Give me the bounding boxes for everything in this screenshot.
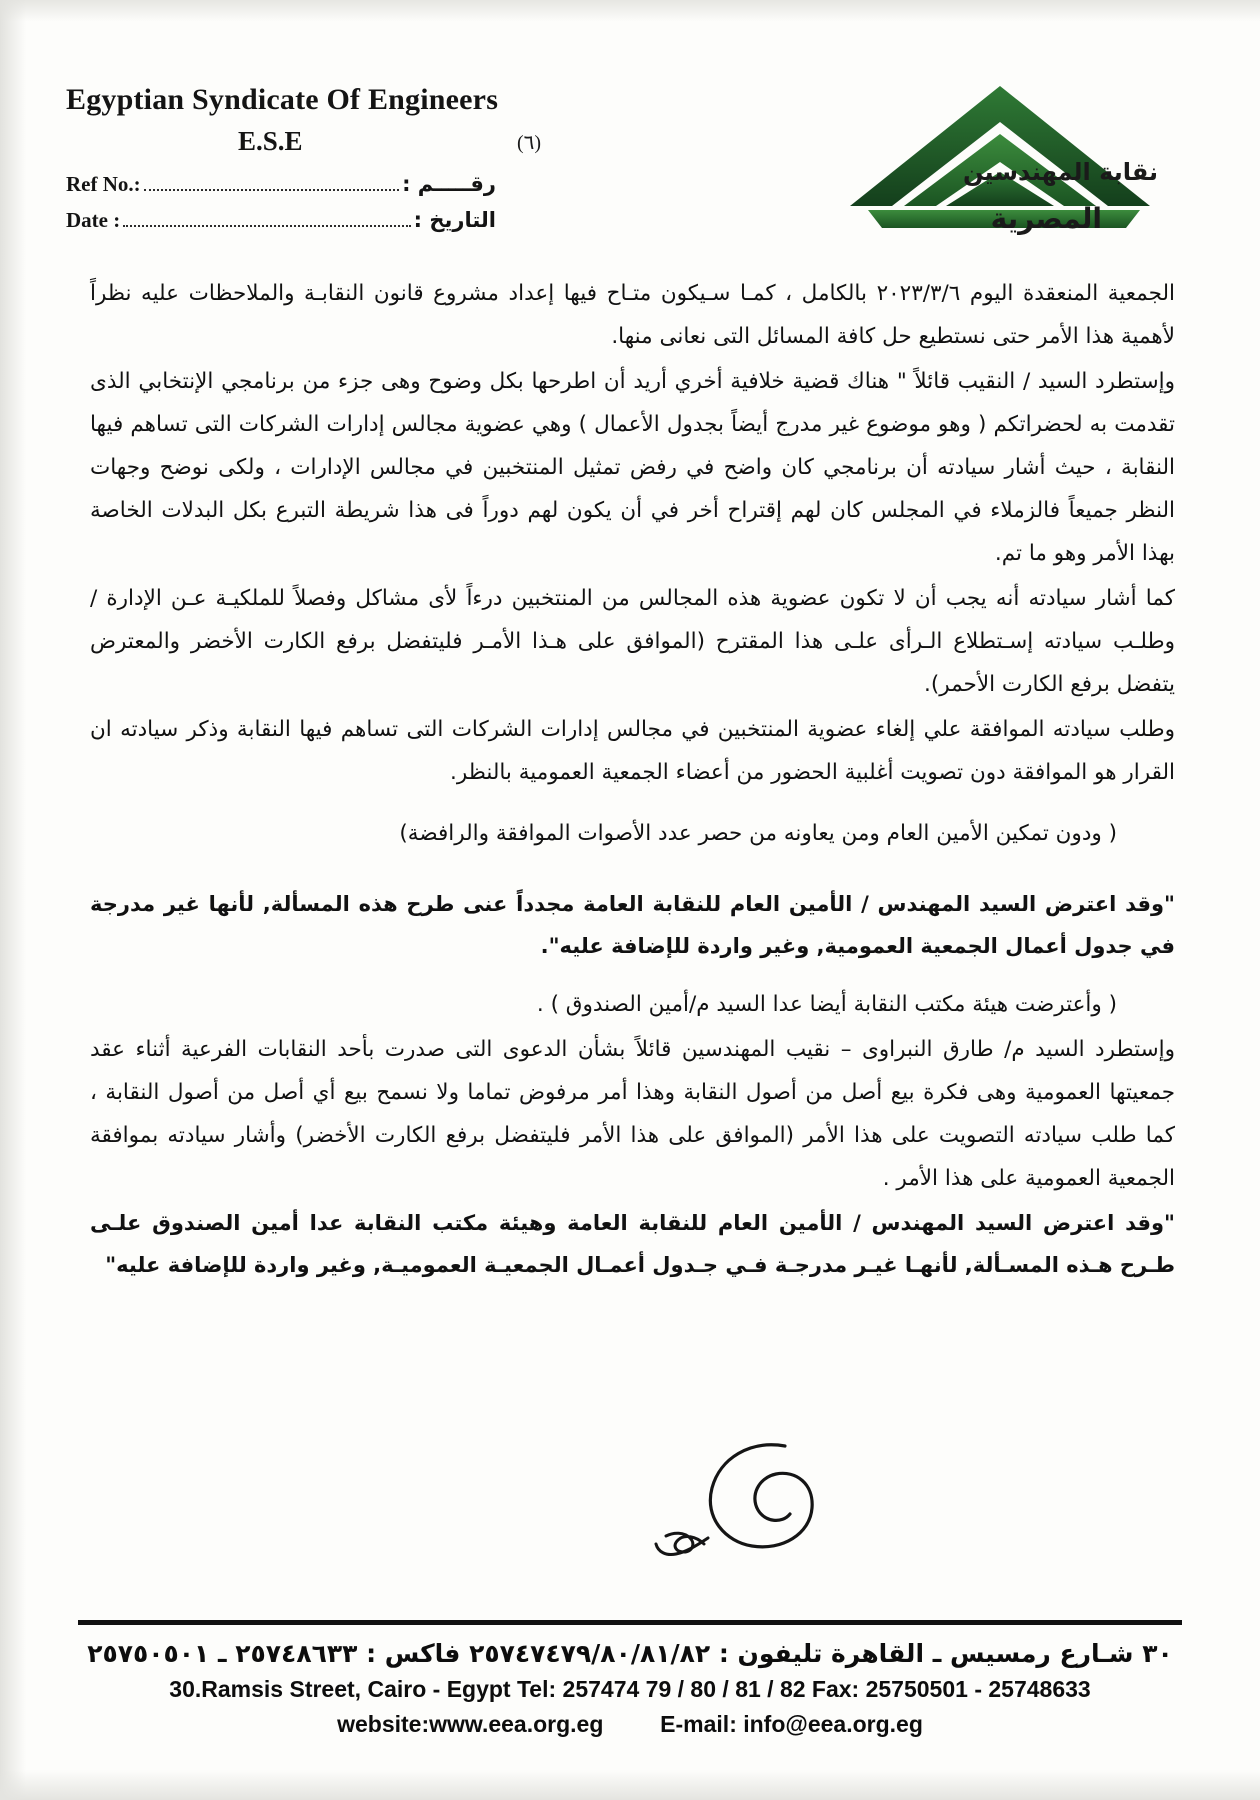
syndicate-logo xyxy=(840,78,1160,248)
date-dotted-line[interactable] xyxy=(123,224,410,227)
paragraph-8: وإستطرد السيد م/ طارق النبراوى – نقيب المهندسين قائلاً بشأن الدعوى التى صدرت بأحد النقابات الفرعية أثناء عقد جمعيتها العمومية وهى فكرة بيع أصل من أصول النقابة وهذا أمر مرفوض تماما ولا نسمح بيع أي أصل من أصول النقابة ، كما طلب سيادته التصويت على هذا الأمر (الموافق على هذا الأمر فليتفضل برفع الكارت الأخضر) وأشار سيادته بموافقة الجمعية العمومية على هذا الأمر . xyxy=(90,1037,1175,1191)
ref-no-field-row xyxy=(66,172,496,198)
date-label-english: Date : xyxy=(66,208,121,232)
spacer xyxy=(90,857,1175,883)
logo-text-top-arabic: نقابة المهندسين xyxy=(962,158,1158,186)
page-number-marker: (٦) xyxy=(517,132,542,154)
paragraph-4: وطلب سيادته الموافقة علي إلغاء عضوية المنتخبين في مجالس إدارات الشركات التى تساهم فيها النقابة وذكر سيادته ان القرار هو الموافقة دون تصويت أغلبية الحضور من أعضاء الجمعية العمومية بالنظر. xyxy=(90,717,1175,785)
logo-text-bottom-arabic: المصرية xyxy=(990,202,1102,235)
footer-website-link[interactable]: website:www.eea.org.eg xyxy=(337,1711,604,1737)
paragraph-9-bold-objection: "وقد اعترض السيد المهندس / الأمين العام للنقابة العامة وهيئة مكتب النقابة عدا أمين الصندوق علـى طـرح هـذه المسـألة, لأنهـا غيـر مدرجـة فـي جـدول أعمـال الجمعيـة العموميـة, وغير واردة للإضافة عليه" xyxy=(90,1211,1175,1277)
organization-abbreviation-english: E.S.E xyxy=(238,126,303,156)
signature-mark xyxy=(600,1440,840,1580)
document-body xyxy=(90,272,1175,1286)
organization-name-english: Egyptian Syndicate Of Engineers xyxy=(66,83,499,116)
letterhead xyxy=(0,0,1260,250)
ref-no-label-arabic: رقـــــم : xyxy=(402,172,496,196)
letterhead-footer xyxy=(78,1620,1182,1738)
footer-address-english: 30.Ramsis Street, Cairo - Egypt Tel: 257474 79 / 80 / 81 / 82 Fax: 25750501 - 25748633 xyxy=(169,1676,1091,1702)
footer-divider xyxy=(78,1620,1182,1625)
paragraph-6-bold-objection: "وقد اعترض السيد المهندس / الأمين العام للنقابة العامة مجدداً عنى طرح هذه المسألة, لأنها غير مدرجة في جدول أعمال الجمعية العمومية, وغير واردة للإضافة عليه". xyxy=(90,892,1175,958)
paragraph-5-parenthetical: ( ودون تمكين الأمين العام ومن يعاونه من حصر عدد الأصوات الموافقة والرافضة) xyxy=(399,821,1117,846)
footer-contact-links xyxy=(78,1711,1182,1738)
spacer xyxy=(90,967,1175,983)
date-field-row xyxy=(66,208,496,234)
scan-edge-bottom xyxy=(0,1770,1260,1800)
spacer xyxy=(90,796,1175,812)
ref-no-dotted-line[interactable] xyxy=(144,188,399,191)
ref-no-label-english: Ref No.: xyxy=(66,172,141,196)
signature-icon xyxy=(600,1440,840,1580)
paragraph-2: وإستطرد السيد / النقيب قائلاً " هناك قضية خلافية أخري أريد أن اطرحها بكل وضوح وهى جزء من برنامجي الإنتخابي الذى تقدمت به لحضراتكم ( وهو موضوع غير مدرج أيضاً بجدول الأعمال ) وهي عضوية مجالس إدارات الشركات التى تساهم فيها النقابة ، حيث أشار سيادته أن برنامجي كان واضح في رفض تمثيل المنتخبين في مجالس الإدارات ، ولكى نوضح وجهات النظر جميعاً فالزملاء في المجلس كان لهم إقتراح أخر في أن يكون لهم دوراً فى هذا شريطة التبرع بكل البدلات الخاصة بهذا الأمر وهو ما تم. xyxy=(90,369,1175,566)
paragraph-1: الجمعية المنعقدة اليوم ٢٠٢٣/٣/٦ بالكامل ، كمـا سـيكون متـاح فيها إعداد مشروع قانون النقابـة والملاحظات عليه نظراً لأهمية هذا الأمر حتى نستطيع حل كافة المسائل التى نعانى منها. xyxy=(90,281,1175,349)
paragraph-3: كما أشار سيادته أنه يجب أن لا تكون عضوية هذه المجالس من المنتخبين درءاً لأى مشاكل وفصلاً للملكيـة عـن الإدارة / وطلـب سيادته إسـتطلاع الـرأى علـى هذا المقترح (الموافق على هـذا الأمـر فليتفضل برفع الكارت الأخضر والمعترض يتفضل برفع الكارت الأحمر). xyxy=(90,586,1175,697)
footer-address-arabic: ٣٠ شـارع رمسيس ـ القاهرة تليفون : ٢٥٧٤٧٤٧٩/٨٠/٨١/٨٢ فاكس : ٢٥٧٤٨٦٣٣ ـ ٢٥٧٥٠٥٠١ xyxy=(87,1639,1173,1668)
paragraph-7-parenthetical: ( وأعترضت هيئة مكتب النقابة أيضا عدا السيد م/أمين الصندوق ) . xyxy=(536,992,1117,1017)
footer-email-link[interactable]: E-mail: info@eea.org.eg xyxy=(660,1711,923,1737)
date-label-arabic: التاريخ : xyxy=(413,208,496,232)
scan-edge-left xyxy=(0,0,26,1800)
